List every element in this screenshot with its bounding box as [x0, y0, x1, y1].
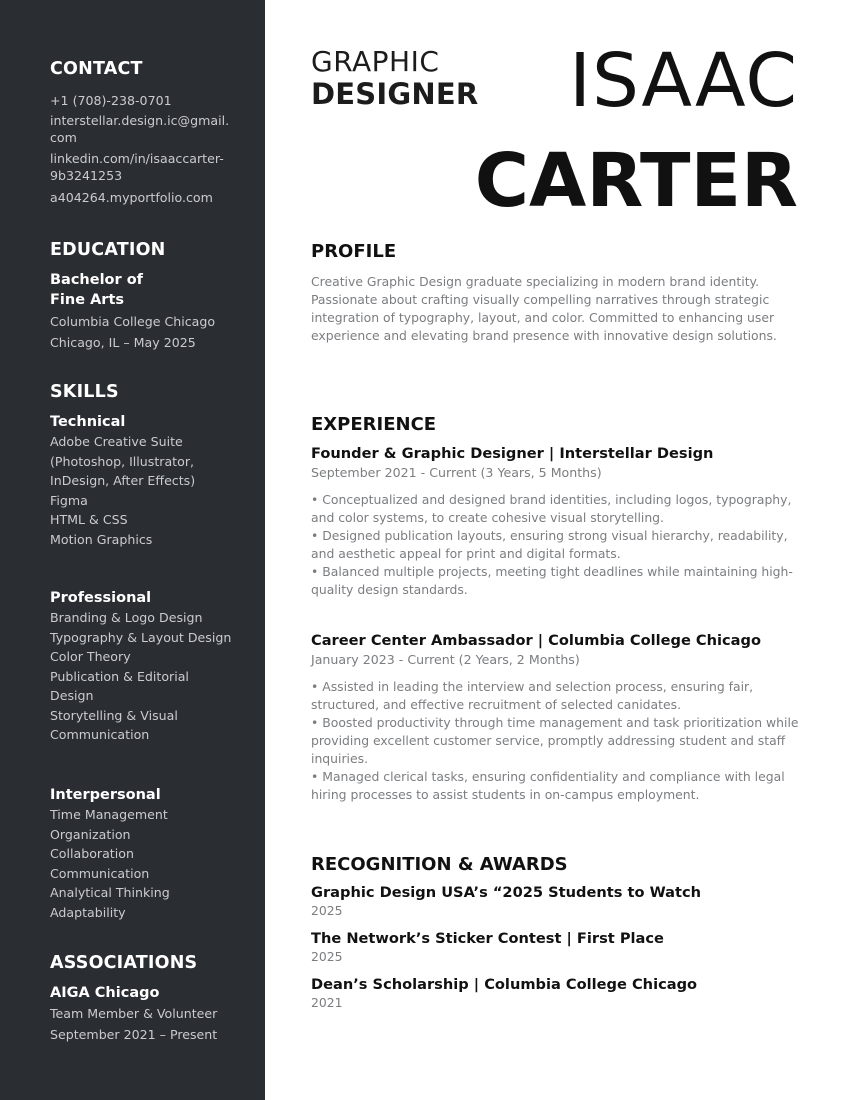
skill-item: (Photoshop, Illustrator,	[50, 453, 194, 469]
experience-section	[311, 413, 436, 437]
degree-line-1: Bachelor of	[50, 272, 143, 288]
job-title-block	[311, 47, 478, 111]
award-year: 2025	[311, 949, 343, 964]
skill-item: Publication & Editorial	[50, 668, 189, 684]
sidebar	[0, 0, 265, 1100]
skill-item: Communication	[50, 865, 150, 881]
job-bullets	[311, 491, 801, 599]
associations-section	[50, 952, 255, 1045]
skill-item: Collaboration	[50, 846, 134, 861]
skill-item: Motion Graphics	[50, 531, 153, 547]
experience-heading: EXPERIENCE	[311, 414, 437, 435]
skill-item: InDesign, After Effects)	[50, 473, 196, 488]
skills-technical-title: Technical	[50, 414, 126, 430]
skills-section	[50, 381, 255, 403]
job-bullet: • Assisted in leading the interview and selection process, ensuring fair, structured, and effective recruitment of selected canidates.	[311, 679, 754, 712]
skill-item: HTML & CSS	[50, 512, 128, 527]
contact-heading: CONTACT	[50, 59, 143, 79]
skill-item: Storytelling & Visual	[50, 707, 178, 723]
skill-item: Adaptability	[50, 904, 126, 920]
job-dates: January 2023 - Current (2 Years, 2 Months)	[311, 652, 580, 667]
email-line-2[interactable]: com	[50, 129, 77, 145]
first-name: ISAAC	[569, 38, 798, 124]
association-org: AIGA Chicago	[50, 985, 160, 1001]
award-item	[311, 975, 697, 1011]
job-entry-1	[311, 444, 801, 599]
award-year: 2021	[311, 995, 343, 1010]
job-title-line-2: DESIGNER	[311, 77, 479, 111]
email-line-1[interactable]: interstellar.design.ic@gmail.	[50, 112, 230, 128]
last-name: CARTER	[474, 138, 798, 224]
skill-item: Design	[50, 688, 94, 703]
linkedin-line-1[interactable]: linkedin.com/in/isaaccarter-	[50, 150, 224, 166]
education-school: Columbia College Chicago	[50, 314, 216, 329]
job-bullet: • Conceptualized and designed brand identities, including logos, typography, and color systems, to create cohesive visual storytelling.	[311, 492, 792, 525]
awards-heading: RECOGNITION & AWARDS	[311, 854, 568, 875]
skill-item: Communication	[50, 727, 150, 742]
education-section	[50, 239, 255, 353]
skill-item: Organization	[50, 826, 131, 842]
job-bullet: • Balanced multiple projects, meeting tight deadlines while maintaining high-quality design standards.	[311, 564, 793, 597]
portfolio-link[interactable]: a404264.myportfolio.com	[50, 189, 213, 205]
phone-number[interactable]: +1 (708)-238-0701	[50, 93, 172, 108]
skills-professional-title: Professional	[50, 590, 152, 606]
skill-item: Typography & Layout Design	[50, 629, 232, 645]
award-title: Graphic Design USA’s “2025 Students to Watch	[311, 884, 702, 901]
skill-item: Figma	[50, 492, 88, 508]
award-title: Dean’s Scholarship | Columbia College Chicago	[311, 976, 698, 993]
association-dates: September 2021 – Present	[50, 1027, 218, 1042]
contact-details	[50, 91, 255, 207]
award-item	[311, 883, 701, 919]
skill-item: Color Theory	[50, 649, 131, 664]
degree-line-2: Fine Arts	[50, 292, 125, 308]
award-year: 2025	[311, 903, 343, 918]
skills-technical	[50, 412, 255, 549]
skill-item: Adobe Creative Suite	[50, 434, 183, 449]
award-item	[311, 929, 664, 965]
education-heading: EDUCATION	[50, 240, 166, 260]
job-bullet: • Managed clerical tasks, ensuring confidentiality and compliance with legal hiring processes to assist students in on-campus employment.	[311, 769, 785, 802]
job-bullet: • Boosted productivity through time management and task prioritization while providing excellent customer service, promptly addressing student and staff inquiries.	[311, 715, 799, 766]
profile-heading: PROFILE	[311, 241, 397, 262]
job-bullet: • Designed publication layouts, ensuring strong visual hierarchy, readability, and aesthetic appeal for print and digital formats.	[311, 528, 788, 561]
linkedin-line-2[interactable]: 9b3241253	[50, 167, 123, 183]
job-entry-2	[311, 631, 801, 804]
skills-heading: SKILLS	[50, 382, 119, 402]
associations-heading: ASSOCIATIONS	[50, 953, 198, 973]
skill-item: Analytical Thinking	[50, 885, 170, 900]
skill-item: Time Management	[50, 807, 168, 822]
award-title: The Network’s Sticker Contest | First Place	[311, 930, 664, 947]
job-dates: September 2021 - Current (3 Years, 5 Months)	[311, 465, 602, 480]
skills-interpersonal-title: Interpersonal	[50, 787, 161, 803]
skills-interpersonal	[50, 785, 255, 922]
profile-section	[311, 240, 801, 345]
skill-item: Branding & Logo Design	[50, 610, 203, 625]
education-location-date: Chicago, IL – May 2025	[50, 335, 196, 350]
contact-section	[50, 58, 255, 80]
job-title: Career Center Ambassador | Columbia College Chicago	[311, 632, 762, 649]
job-title: Founder & Graphic Designer | Interstellar Design	[311, 445, 714, 462]
profile-text: Creative Graphic Design graduate specializing in modern brand identity. Passionate about crafting visually compelling narratives through strategic integration of typography, layout, and color. Committed to enhancing user experience and elevating brand presence with innovative design solutions.	[311, 274, 777, 343]
job-title-line-1: GRAPHIC	[311, 45, 440, 78]
job-bullets	[311, 678, 801, 804]
association-role: Team Member & Volunteer	[50, 1006, 218, 1021]
skills-professional	[50, 588, 255, 745]
awards-section	[311, 853, 568, 877]
